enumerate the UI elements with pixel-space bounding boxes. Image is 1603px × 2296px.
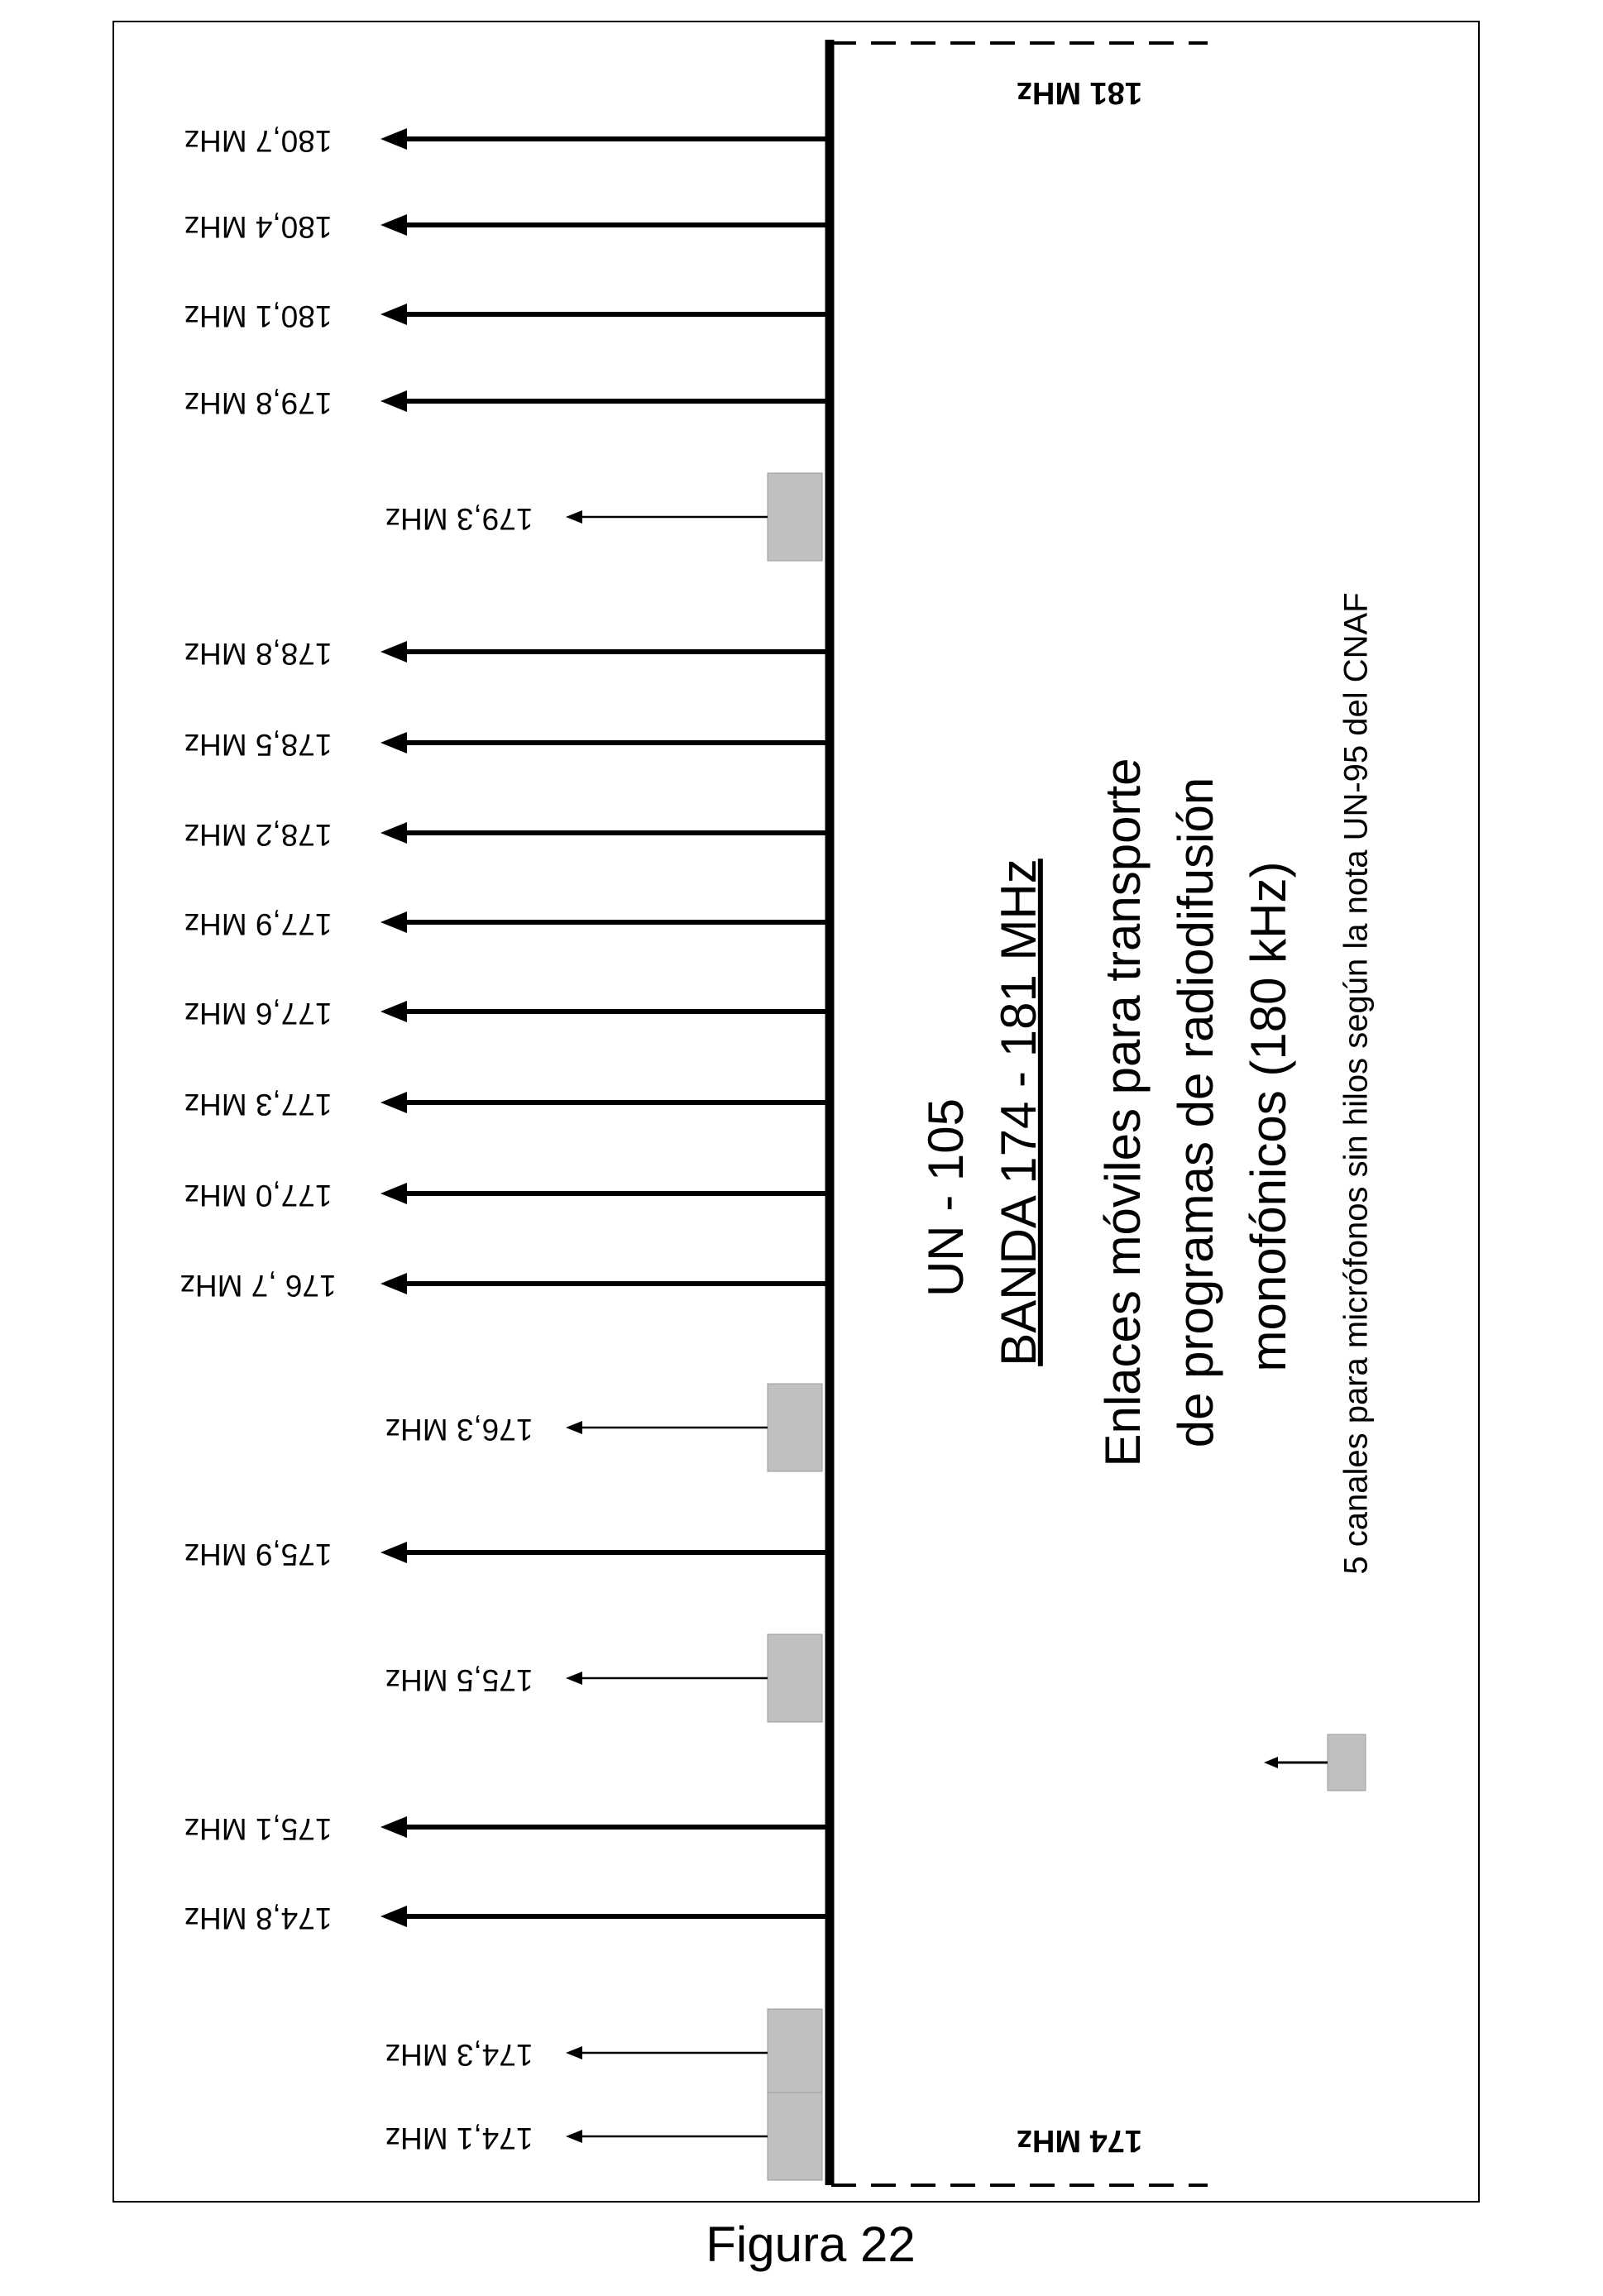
channel-label: 177,6 MHz <box>184 997 333 1031</box>
channel-arrowhead <box>380 128 407 150</box>
channel-19 <box>385 2009 822 2097</box>
microphone-channel-block <box>768 1634 822 1722</box>
band-code: UN - 105 <box>917 1098 974 1298</box>
legend-arrowhead <box>1264 1757 1278 1768</box>
band-description-line-3: monofónicos (180 kHz) <box>1240 861 1296 1372</box>
channel-label: 177,3 MHz <box>184 1088 333 1122</box>
channel-label: 175,1 MHz <box>184 1812 333 1847</box>
channel-8 <box>184 818 830 852</box>
microphone-channel-label: 174,3 MHz <box>385 2038 534 2073</box>
legend-text: 5 canales para micrófonos sin hilos según la nota UN-95 del CNAF <box>1337 592 1375 1575</box>
channel-arrowhead <box>380 304 407 325</box>
channel-20 <box>385 2093 822 2180</box>
channel-label: 174,8 MHz <box>184 1901 333 1936</box>
channel-arrowhead <box>380 641 407 662</box>
channel-label: 179,8 MHz <box>184 386 333 421</box>
band-description-line-1: Enlaces móviles para transporte <box>1094 758 1151 1467</box>
channel-label: 180,4 MHz <box>184 210 333 245</box>
channel-17 <box>184 1812 830 1846</box>
channel-arrowhead <box>380 911 407 933</box>
channel-arrowhead <box>380 1001 407 1022</box>
legend-swatch <box>1328 1734 1366 1791</box>
microphone-channel-label: 176,3 MHz <box>385 1413 534 1447</box>
band-title: BANDA 174 - 181 MHz <box>990 859 1046 1366</box>
channel-arrowhead <box>380 822 407 844</box>
upper-edge-label: 181 MHz <box>1016 74 1143 110</box>
channel-label: 178,2 MHz <box>184 818 333 853</box>
microphone-channel-block <box>768 1384 822 1471</box>
channel-13 <box>179 1269 830 1303</box>
channel-label: 177,0 MHz <box>184 1179 333 1213</box>
channel-2 <box>184 210 830 244</box>
channel-7 <box>184 728 830 762</box>
microphone-channel-block <box>768 2093 822 2180</box>
channel-label: 178,8 MHz <box>184 637 333 672</box>
microphone-channel-block <box>768 2009 822 2097</box>
channel-18 <box>184 1901 830 1935</box>
microphone-arrowhead <box>566 2046 582 2059</box>
channel-label: 178,5 MHz <box>184 728 333 763</box>
band-description-line-2: de programas de radiodifusión <box>1167 777 1223 1448</box>
channel-arrowhead <box>380 1273 407 1294</box>
channels-layer <box>179 124 830 2180</box>
channel-label: 175,9 MHz <box>184 1538 333 1572</box>
channel-12 <box>184 1179 830 1213</box>
microphone-arrowhead <box>566 510 582 524</box>
microphone-channel-label: 174,1 MHz <box>385 2121 534 2156</box>
channel-arrowhead <box>380 1542 407 1563</box>
channel-arrowhead <box>380 732 407 753</box>
channel-arrowhead <box>380 390 407 412</box>
channel-arrowhead <box>380 1906 407 1927</box>
channel-label: 180,7 MHz <box>184 124 333 159</box>
channel-10 <box>184 997 830 1031</box>
microphone-channel-label: 179,3 MHz <box>385 502 534 537</box>
channel-label: 180,1 MHz <box>184 299 333 334</box>
channel-9 <box>184 907 830 941</box>
channel-11 <box>184 1088 830 1122</box>
channel-arrowhead <box>380 1816 407 1838</box>
channel-1 <box>184 124 830 158</box>
channel-6 <box>184 637 830 671</box>
channel-arrowhead <box>380 214 407 236</box>
channel-4 <box>184 386 830 420</box>
microphone-channel-block <box>768 473 822 561</box>
channel-15 <box>184 1538 830 1571</box>
channel-14 <box>385 1384 822 1471</box>
microphone-arrowhead <box>566 2130 582 2143</box>
channel-arrowhead <box>380 1183 407 1204</box>
channel-16 <box>385 1634 822 1722</box>
microphone-arrowhead <box>566 1672 582 1685</box>
microphone-arrowhead <box>566 1421 582 1434</box>
channel-arrowhead <box>380 1092 407 1113</box>
lower-edge-label: 174 MHz <box>1016 2122 1143 2158</box>
channel-3 <box>184 299 830 333</box>
channel-label: 177,9 MHz <box>184 907 333 942</box>
channel-5 <box>385 473 822 561</box>
channel-label: 176 ,7 MHz <box>179 1269 337 1303</box>
figure-caption: Figura 22 <box>706 2217 916 2272</box>
microphone-channel-label: 175,5 MHz <box>385 1663 534 1698</box>
